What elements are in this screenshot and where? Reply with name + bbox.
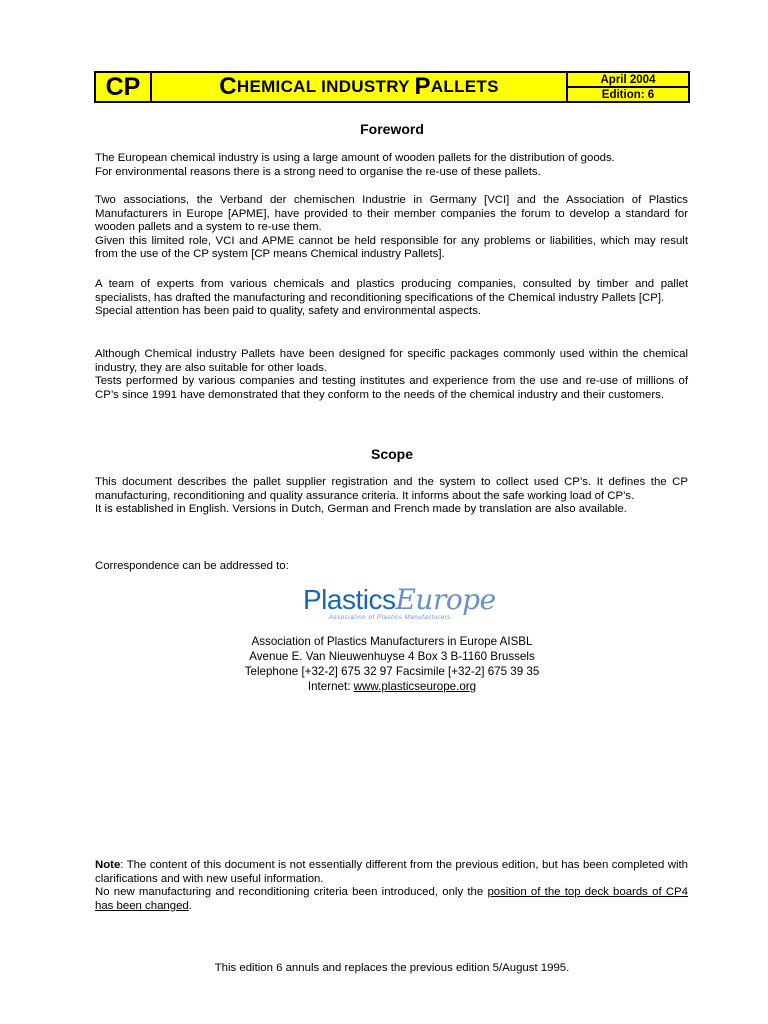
scope-paragraph-1 [95,476,688,517]
header-edition: Edition: 6 [601,88,655,101]
internet-link[interactable]: www.plasticseurope.org [353,680,477,693]
foreword-p2a: Two associations, the Verband der chemischen Industrie in Germany [VCI] and the Association of Plastics Manufacturers in Europe [APME], have provided to their member companies the forum to develop a standard for wooden pallets and a system to re-use them. [95,194,688,234]
logo-part-2: Europe [395,583,496,616]
foreword-p1a: The European chemical industry is using a large amount of wooden pallets for the distribution of goods. [95,152,615,164]
note-paragraph [95,859,688,913]
address-line-2: Avenue E. Van Nieuwenhuyse 4 Box 3 B-1160 Brussels [249,650,535,663]
title-initial-p: P [414,73,431,100]
address-line-1: Association of Plastics Manufacturers in Europe AISBL [251,635,533,648]
foreword-heading: Foreword [360,121,424,137]
foreword-p3a: A team of experts from various chemicals and plastics producing companies, consulted by timber and pallet specialists, has drafted the manufacturing and reconditioning specifications of the Chemical industry Pallets [CP]. [95,278,688,304]
header-meta [568,73,688,101]
address-line-3: Telephone [+32-2] 675 32 97 Facsimile [+32-2] 675 39 35 [244,665,540,678]
address-block [94,634,690,694]
correspondence-text: Correspondence can be addressed to: [95,560,289,572]
foreword-paragraph-1 [95,152,688,179]
note-text-2: No new manufacturing and reconditioning criteria been introduced, only the [95,886,488,899]
footer-text: This edition 6 annuls and replaces the previous edition 5/August 1995. [214,962,570,974]
title-initial-c: C [219,73,237,100]
title-part-1: HEMICAL INDUSTRY [236,77,415,96]
logo-part-1: Plastics [303,584,396,615]
foreword-p4a: Although Chemical industry Pallets have been designed for specific packages commonly used within the chemical industry, they are also suitable for other loads. [95,348,688,374]
scope-heading: Scope [370,446,413,462]
note-link[interactable]: position of the top deck boards of CP4 has been changed [95,886,688,912]
header-date: April 2004 [568,73,688,88]
scope-p1b: It is established in English. Versions in Dutch, German and French made by translation are also available. [95,503,627,516]
header-code: CP [96,73,152,101]
foreword-p4b: Tests performed by various companies and testing institutes and experience from the use and re-use of millions of CP’s since 1991 have demonstrated that they conform to the needs of the chemical industry and their customers. [95,375,688,401]
foreword-paragraph-4 [95,348,688,402]
note-line-1 [95,859,688,886]
document-header [94,71,690,103]
logo-tagline: Association of Plastics Manufacturers [329,615,451,621]
foreword-p1b: For environmental reasons there is a strong need to organise the re-use of these pallets. [95,165,541,178]
note-text-3: . [188,899,192,912]
note-label: Note [95,859,121,871]
logo-wordmark [303,584,496,616]
header-title [152,73,568,101]
foreword-p2b: Given this limited role, VCI and APME cannot be held responsible for any problems or liabilities, which may result from the use of the CP system [CP means Chemical industry Pallets]. [95,234,688,261]
title-part-2: ALLETS [430,77,499,96]
note-text-1: : The content of this document is not essentially different from the previous edition, but has been completed with clarifications and with new useful information. [95,859,688,885]
scope-p1a: This document describes the pallet supplier registration and the system to collect used CP’s. It defines the CP manufacturing, reconditioning and quality assurance criteria. It informs about the safe working load of CP’s. [95,476,688,502]
foreword-paragraph-3 [95,278,688,319]
foreword-p3b: Special attention has been paid to quality, safety and environmental aspects. [95,305,482,318]
internet-label: Internet: [307,680,354,693]
plasticseurope-logo [303,583,496,624]
note-line-2 [95,886,688,913]
scope-paragraph-2 [95,560,688,574]
foreword-paragraph-2 [95,194,688,262]
address-internet [94,679,690,694]
